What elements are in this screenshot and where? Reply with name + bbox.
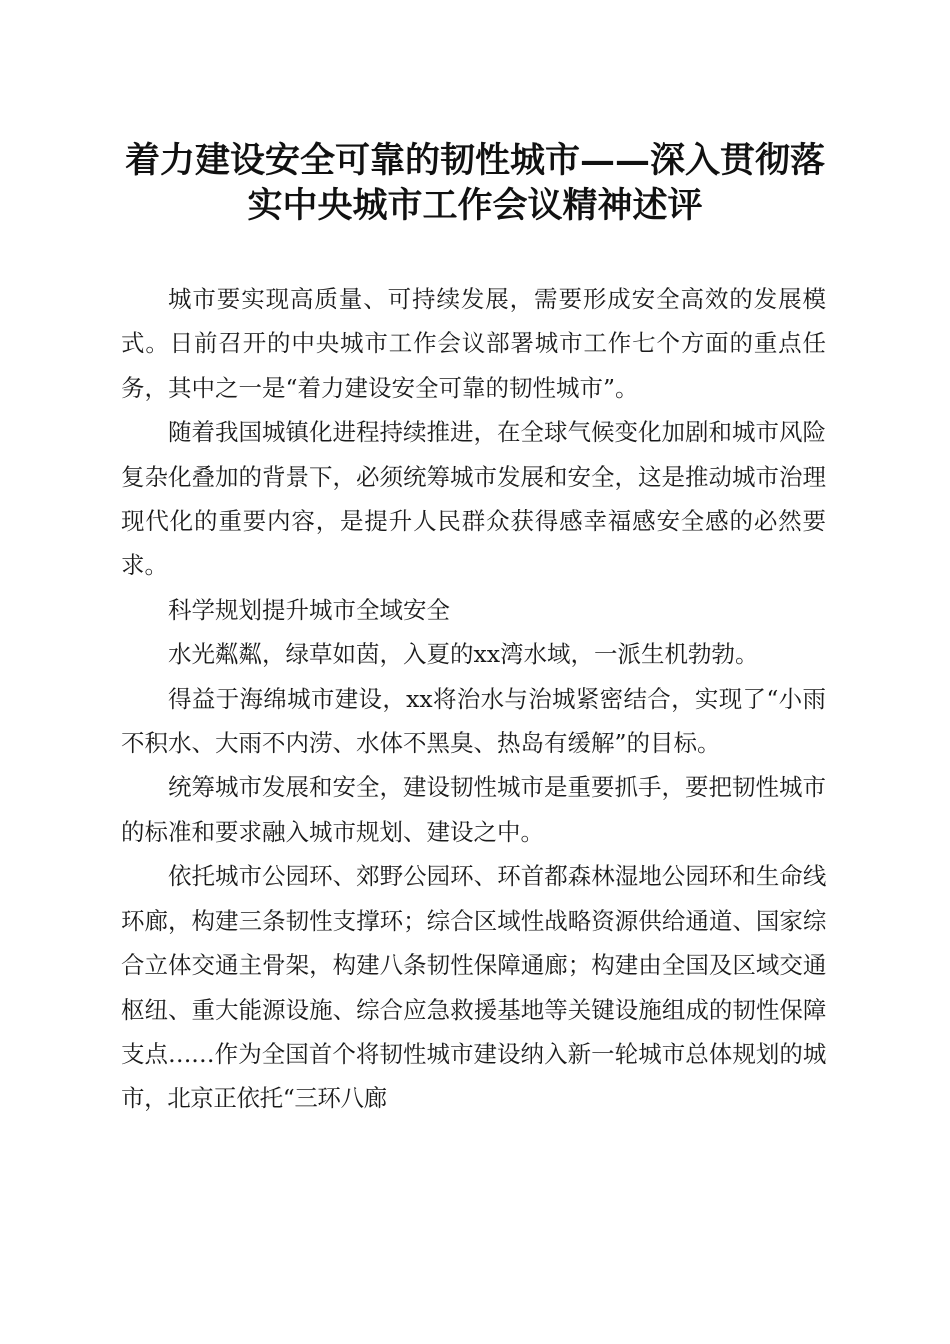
- paragraph-5: 统筹城市发展和安全，建设韧性城市是重要抓手，要把韧性城市的标准和要求融入城市规划、建设之中。: [121, 773, 826, 846]
- paragraph-2: 随着我国城镇化进程持续推进，在全球气候变化加剧和城市风险复杂化叠加的背景下，必须统筹城市发展和安全，这是推动城市治理现代化的重要内容，是提升人民群众获得感幸福感安全感的必然要求。: [121, 418, 826, 580]
- document-title: [105, 138, 845, 228]
- title-line-2: 实中央城市工作会议精神述评: [247, 185, 703, 226]
- document-body: [121, 277, 826, 1121]
- paragraph-1: 城市要实现高质量、可持续发展，需要形成安全高效的发展模式。日前召开的中央城市工作会议部署城市工作七个方面的重点任务，其中之一是“着力建设安全可靠的韧性城市”。: [121, 285, 826, 402]
- title-line-1: 着力建设安全可靠的韧性城市——深入贯彻落: [124, 140, 825, 181]
- paragraph-4: 得益于海绵城市建设，xx将治水与治城紧密结合，实现了“小雨不积水、大雨不内涝、水体不黑臭、热岛有缓解”的目标。: [121, 684, 826, 758]
- section-heading: 科学规划提升城市全域安全: [168, 595, 450, 624]
- paragraph-3: 水光粼粼，绿草如茵，入夏的xx湾水域，一派生机勃勃。: [168, 640, 759, 669]
- paragraph-6: 依托城市公园环、郊野公园环、环首都森林湿地公园环和生命线环廊，构建三条韧性支撑环；综合区域性战略资源供给通道、国家综合立体交通主骨架，构建八条韧性保障通廊；构建由全国及区域交通枢纽、重大能源设施、综合应急救援基地等关键设施组成的韧性保障支点……作为全国首个将韧性城市建设纳入新一轮城市总体规划的城市，北京正依托“三环八廊: [121, 862, 826, 1113]
